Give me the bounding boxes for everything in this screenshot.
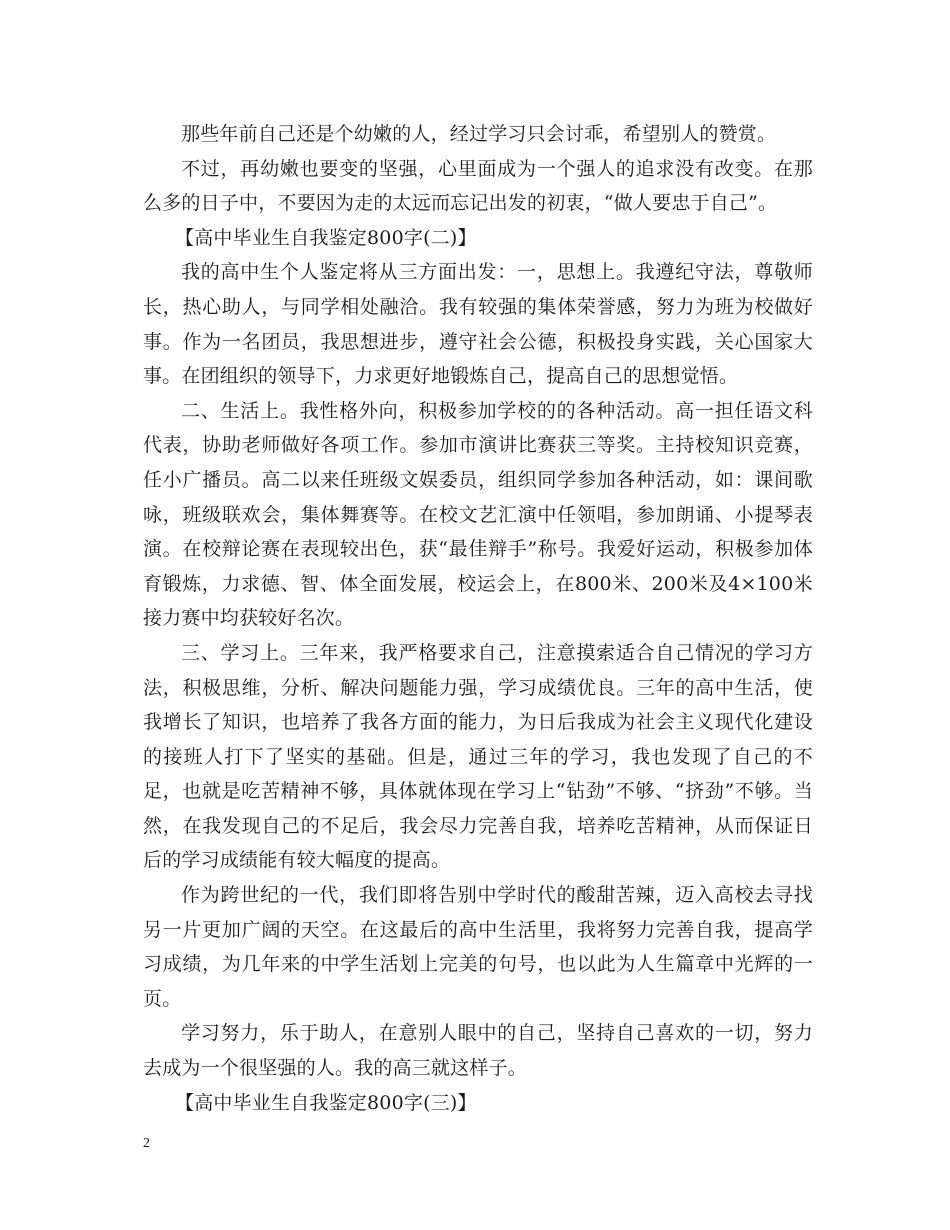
page-number: 2 (143, 1136, 150, 1151)
paragraph-resolve: 不过，再幼嫩也要变的坚强，心里面成为一个强人的追求没有改变。在那么多的日子中，不要因为走的太远而忘记出发的初衷，“做人要忠于自己”。 (143, 157, 813, 215)
section-heading-2: 【高中毕业生自我鉴定800字(二)】 (175, 226, 477, 249)
paragraph-summary: 学习努力，乐于助人，在意别人眼中的自己，坚持自己喜欢的一切，努力去成为一个很坚强的人。我的高三就这样子。 (143, 1022, 813, 1080)
paragraph-life: 二、生活上。我性格外向，积极参加学校的的各种活动。高一担任语文科代表，协助老师做好各项工作。参加市演讲比赛获三等奖。主持校知识竞赛，任小广播员。高二以来任班级文娱委员，组织同学参加各种活动，如：课间歌咏，班级联欢会，集体舞赛等。在校文艺汇演中任领唱，参加朗诵、小提琴表演。在校辩论赛在表现较出色，获“最佳辩手”称号。我爱好运动，积极参加体育锻炼，力求德、智、体全面发展，校运会上，在800米、200米及4×100米接力赛中均获较好名次。 (143, 399, 813, 630)
paragraph-study: 三、学习上。三年来，我严格要求自己，注意摸索适合自己情况的学习方法，积极思维，分析、解决问题能力强，学习成绩优良。三年的高中生活，使我增长了知识，也培养了我各方面的能力，为日后我成为社会主义现代化建设的接班人打下了坚实的基础。但是，通过三年的学习，我也发现了自己的不足，也就是吃苦精神不够，具体就体现在学习上“钻劲”不够、“挤劲”不够。当然，在我发现自己的不足后，我会尽力完善自我，培养吃苦精神，从而保证日后的学习成绩能有较大幅度的提高。 (143, 641, 813, 872)
document-body (143, 117, 813, 1120)
paragraph-thought: 我的高中生个人鉴定将从三方面出发：一，思想上。我遵纪守法，尊敬师长，热心助人，与同学相处融洽。我有较强的集体荣誉感，努力为班为校做好事。作为一名团员，我思想进步，遵守社会公德，积极投身实践，关心国家大事。在团组织的领导下，力求更好地锻炼自己，提高自己的思想觉悟。 (143, 261, 813, 388)
paragraph-intro: 那些年前自己还是个幼嫩的人，经过学习只会讨乖，希望别人的赞赏。 (181, 123, 777, 145)
paragraph-future: 作为跨世纪的一代，我们即将告别中学时代的酸甜苦辣，迈入高校去寻找另一片更加广阔的天空。在这最后的高中生活里，我将努力完善自我，提高学习成绩，为几年来的中学生活划上完美的句号，也以此为人生篇章中光辉的一页。 (143, 884, 813, 1010)
section-heading-3: 【高中毕业生自我鉴定800字(三)】 (175, 1091, 477, 1114)
